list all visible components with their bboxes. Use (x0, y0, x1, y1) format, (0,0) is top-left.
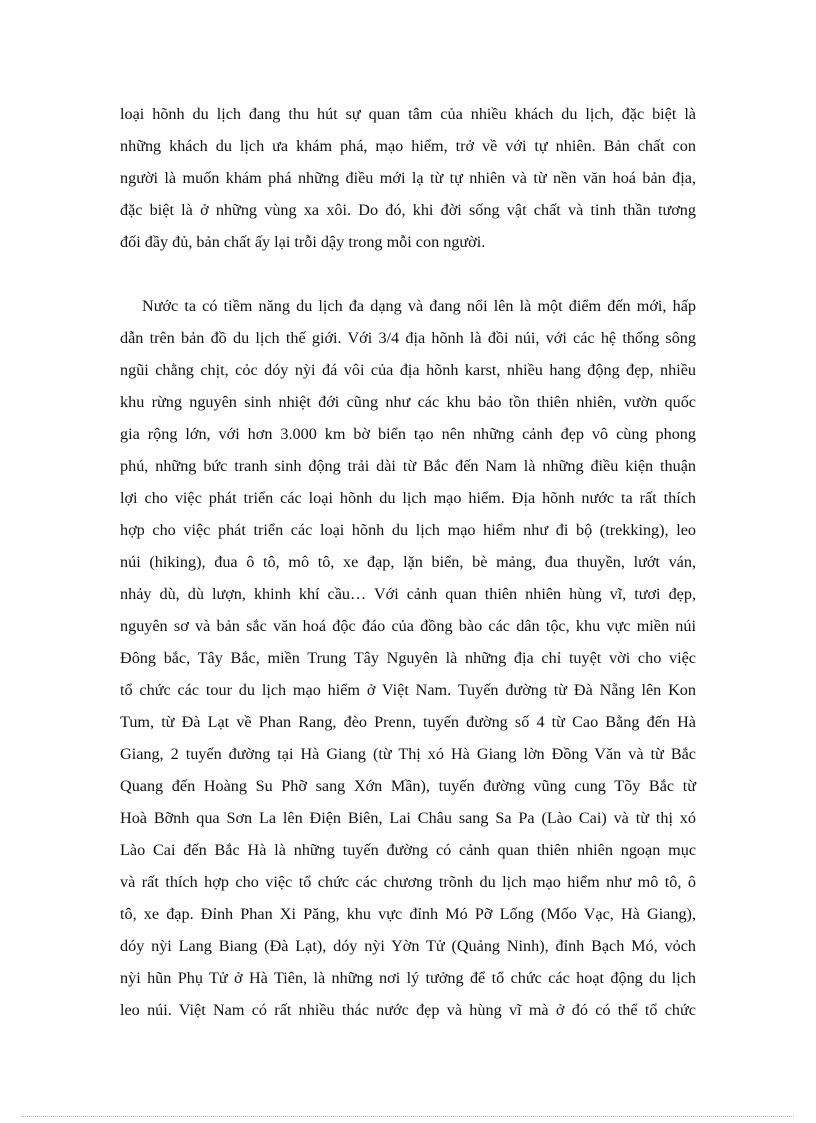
paragraph-line: tô, xe đạp. Đỉnh Phan Xi Păng, khu vực đỉnh Mó Pỡ Lống (Mốo Vạc, Hà Giang), (120, 905, 696, 923)
paragraph-line: người là muốn khám phá những điều mới lạ từ tự nhiên và từ nền văn hoá bản địa, (120, 169, 696, 187)
paragraph-2 (120, 290, 696, 1026)
paragraph-line: và rất thích hợp cho việc tổ chức các chương trõnh du lịch mạo hiểm như mô tô, ô (120, 873, 696, 891)
paragraph-line: gia rộng lớn, với hơn 3.000 km bờ biển tạo nên những cảnh đẹp vô cùng phong (120, 425, 696, 443)
paragraph-line: núi (hiking), đua ô tô, mô tô, xe đạp, lặn biển, bè mảng, đua thuyền, lướt ván, (120, 553, 696, 571)
paragraph-line: nhảy dù, dù lượn, khinh khí cầu… Với cảnh quan thiên nhiên hùng vĩ, tươi đẹp, (120, 585, 696, 603)
paragraph-line: loại hõnh du lịch đang thu hút sự quan tâm của nhiều khách du lịch, đặc biệt là (120, 105, 696, 123)
paragraph-line: phú, những bức tranh sinh động trải dài từ Bắc đến Nam là những điều kiện thuận (120, 457, 696, 475)
paragraph-line: Lào Cai đến Bắc Hà là những tuyến đường có cảnh quan thiên nhiên ngoạn mục (120, 841, 696, 859)
paragraph-line: tổ chức các tour du lịch mạo hiểm ở Việt Nam. Tuyến đường từ Đà Nẵng lên Kon (120, 681, 696, 699)
paragraph-line: Hoà Bỡnh qua Sơn La lên Điện Biên, Lai Châu sang Sa Pa (Lào Cai) và từ thị xó (120, 809, 696, 827)
paragraph-line: lợi cho việc phát triển các loại hõnh du lịch mạo hiểm. Địa hõnh nước ta rất thích (120, 489, 696, 507)
paragraph-line: những khách du lịch ưa khám phá, mạo hiểm, trở về với tự nhiên. Bản chất con (120, 137, 696, 155)
paragraph-line: Quang đến Hoàng Su Phỡ sang Xớn Mần), tuyến đường vũng cung Tõy Bắc từ (120, 777, 696, 795)
paragraph-line: Giang, 2 tuyến đường tại Hà Giang (từ Thị xó Hà Giang lờn Đồng Văn và từ Bắc (120, 745, 696, 763)
paragraph-line: nỳi hũn Phụ Tử ở Hà Tiên, là những nơi lý tưởng để tổ chức các hoạt động du lịch (120, 969, 696, 987)
paragraph-line: nguyên sơ và bản sắc văn hoá độc đáo của đồng bào các dân tộc, khu vực miền núi (120, 617, 696, 635)
paragraph-line: đặc biệt là ở những vùng xa xôi. Do đó, khi đời sống vật chất và tinh thần tương (120, 201, 696, 219)
footer-divider (22, 1116, 794, 1117)
paragraph-line: dẫn trên bản đồ du lịch thế giới. Với 3/4 địa hõnh là đồi núi, với các hệ thống sông (120, 329, 696, 347)
paragraph-line: hợp cho việc phát triển các loại hõnh du lịch mạo hiểm như đi bộ (trekking), leo (120, 521, 696, 539)
paragraph-line: đối đầy đủ, bản chất ấy lại trỗi dậy trong mỗi con người. (120, 233, 486, 251)
paragraph-line: dóy nỳi Lang Biang (Đà Lạt), dóy nỳi Yờn Tử (Quảng Ninh), đỉnh Bạch Mó, vỏch (120, 937, 696, 955)
paragraph-line: Tum, từ Đà Lạt về Phan Rang, đèo Prenn, tuyến đường số 4 từ Cao Bằng đến Hà (120, 713, 696, 731)
paragraph-1 (120, 98, 696, 258)
paragraph-line: Đông bắc, Tây Bắc, miền Trung Tây Nguyên là những địa chỉ tuyệt vời cho việc (120, 649, 696, 667)
paragraph-line: khu rừng nguyên sinh nhiệt đới cũng như các khu bảo tồn thiên nhiên, vườn quốc (120, 393, 696, 411)
paragraph-line: ngũi chằng chịt, cỏc dóy nỳi đá vôi của địa hõnh karst, nhiều hang động đẹp, nhiều (120, 361, 696, 379)
paragraph-line: Nước ta có tiềm năng du lịch đa dạng và đang nổi lên là một điểm đến mới, hấp (142, 297, 696, 315)
paragraph-line: leo núi. Việt Nam có rất nhiều thác nước đẹp và hùng vĩ mà ở đó có thể tổ chức (120, 1001, 696, 1019)
